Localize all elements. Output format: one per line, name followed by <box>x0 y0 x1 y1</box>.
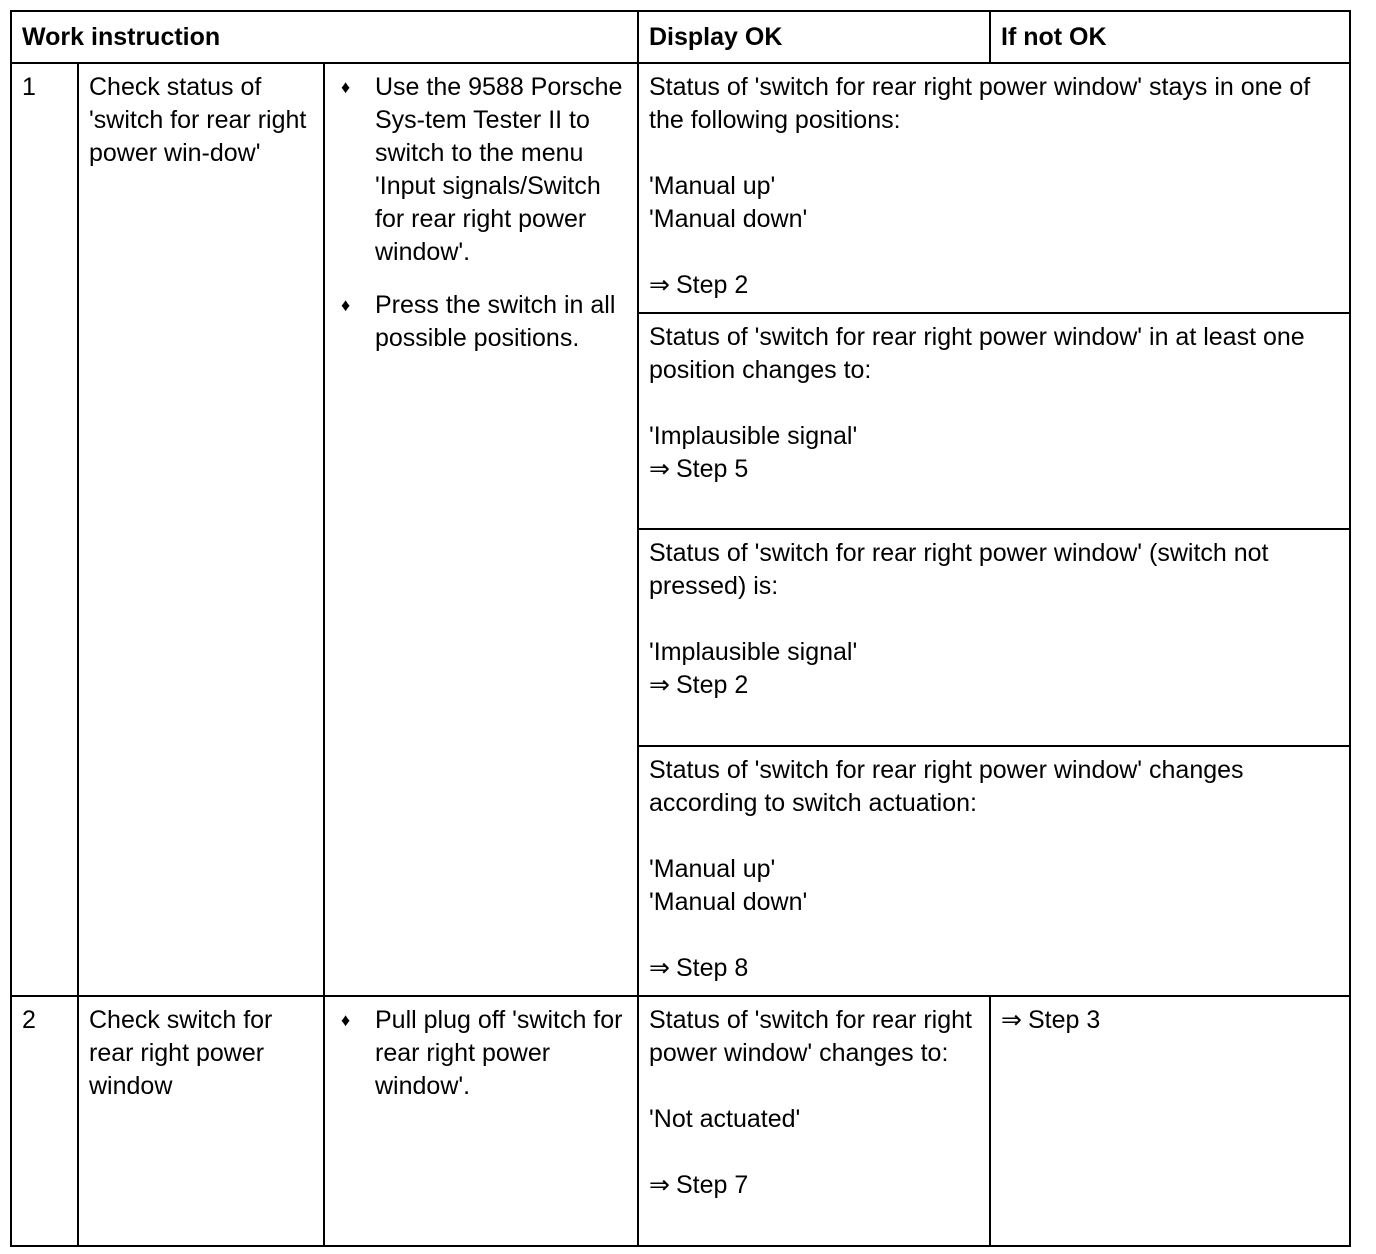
step-instructions <box>324 63 638 996</box>
next-step-label: Step 2 <box>675 671 749 699</box>
step-2-row <box>11 996 1350 1246</box>
result-text: Status of 'switch for rear right power window' (switch not pressed) is: 'Implausible signal' <box>649 539 1269 666</box>
result-text: Status of 'switch for rear right power window' changes to: 'Not actuated' <box>649 1006 972 1133</box>
double-right-arrow-icon: ⇒ <box>649 271 670 299</box>
result-cell <box>638 63 1350 313</box>
instruction-item <box>335 71 627 269</box>
double-right-arrow-icon: ⇒ <box>649 1171 670 1199</box>
step-instructions <box>324 996 638 1246</box>
result-cell <box>638 529 1350 746</box>
double-right-arrow-icon: ⇒ <box>1001 1006 1022 1034</box>
header-work-instruction: Work instruction <box>11 11 638 63</box>
instruction-item <box>335 1004 627 1103</box>
instruction-item <box>335 289 627 355</box>
work-instruction-table <box>10 10 1351 1247</box>
next-step <box>649 453 1339 486</box>
diamond-bullet-icon: ♦ <box>341 77 351 97</box>
step-title: Check switch for rear right power window <box>78 996 324 1246</box>
instruction-text: Press the switch in all possible positions. <box>375 291 616 352</box>
double-right-arrow-icon: ⇒ <box>649 671 670 699</box>
next-step-label: Step 2 <box>675 271 749 299</box>
instruction-text: Pull plug off 'switch for rear right power window'. <box>375 1006 623 1100</box>
result-text: Status of 'switch for rear right power window' in at least one position changes to: 'Implausible signal' <box>649 323 1305 450</box>
double-right-arrow-icon: ⇒ <box>649 954 670 982</box>
diamond-bullet-icon: ♦ <box>341 295 351 315</box>
display-ok-cell <box>638 996 990 1246</box>
if-not-ok-cell <box>990 996 1350 1246</box>
step-number: 2 <box>11 996 78 1246</box>
next-step-label: Step 8 <box>675 954 749 982</box>
result-cell <box>638 313 1350 529</box>
next-step <box>1001 1004 1339 1037</box>
result-text: Status of 'switch for rear right power window' changes according to switch actuation: 'Manual up' 'Manual down' <box>649 756 1244 916</box>
header-display-ok: Display OK <box>638 11 990 63</box>
next-step <box>649 952 1339 985</box>
step-number: 1 <box>11 63 78 996</box>
header-if-not-ok: If not OK <box>990 11 1350 63</box>
result-text: Status of 'switch for rear right power window' stays in one of the following positions: 'Manual up' 'Manual down' <box>649 73 1311 233</box>
next-step <box>649 669 1339 702</box>
next-step <box>649 1169 979 1202</box>
header-row <box>11 11 1350 63</box>
next-step-label: Step 5 <box>675 455 749 483</box>
diamond-bullet-icon: ♦ <box>341 1010 351 1030</box>
result-cell <box>638 746 1350 996</box>
next-step-label: Step 3 <box>1027 1006 1101 1034</box>
step-1-row-a <box>11 63 1350 313</box>
double-right-arrow-icon: ⇒ <box>649 455 670 483</box>
next-step <box>649 269 1339 302</box>
step-title: Check status of 'switch for rear right power win-dow' <box>78 63 324 996</box>
next-step-label: Step 7 <box>675 1171 749 1199</box>
instruction-text: Use the 9588 Porsche Sys-tem Tester II to switch to the menu 'Input signals/Switch for rear right power window'. <box>375 73 623 266</box>
